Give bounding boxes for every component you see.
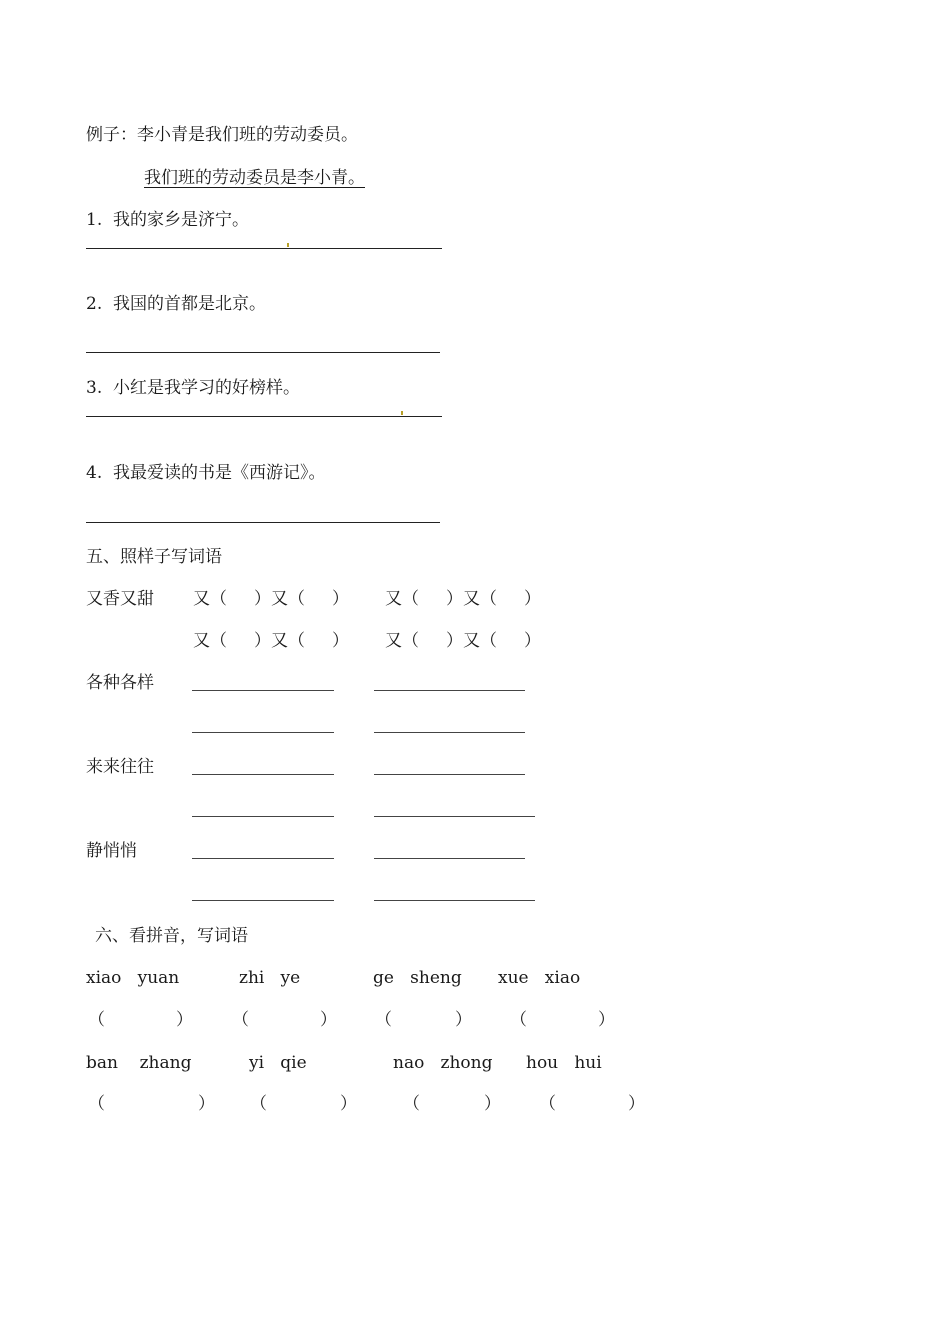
- answer-line-2[interactable]: [86, 352, 440, 353]
- word-blank[interactable]: [374, 690, 525, 691]
- you-blank-3[interactable]: 又（ ）又（ ）: [193, 631, 350, 651]
- you-blank-2[interactable]: 又（ ）又（ ）: [385, 589, 542, 609]
- paren-open: （: [403, 1094, 420, 1114]
- paren-open: （: [88, 1010, 105, 1030]
- paren-close: ）: [340, 1094, 357, 1114]
- sentence-4: [86, 462, 326, 484]
- you-blank-1[interactable]: 又（ ）又（ ）: [193, 589, 350, 609]
- paren-open: （: [250, 1094, 267, 1114]
- answer-line-3[interactable]: [86, 416, 442, 417]
- pinyin: xiao yuan: [86, 968, 180, 988]
- sentence-number: 2.: [86, 294, 103, 314]
- section-6-title: 六、看拼音，写词语: [95, 926, 248, 946]
- word-blank[interactable]: [192, 774, 334, 775]
- answer-line-4[interactable]: [86, 522, 440, 523]
- paren-close: ）: [455, 1010, 472, 1030]
- pinyin: ban zhang: [86, 1053, 192, 1073]
- word-blank[interactable]: [374, 900, 535, 901]
- mark: [287, 243, 289, 247]
- sentence-text: 我的家乡是济宁。: [113, 210, 250, 230]
- pinyin: ge sheng: [373, 968, 462, 988]
- paren-close: ）: [484, 1094, 501, 1114]
- word-blank[interactable]: [192, 858, 334, 859]
- sentence-text: 我国的首都是北京。: [113, 294, 267, 314]
- paren-close: ）: [628, 1094, 645, 1114]
- pinyin: zhi ye: [239, 968, 301, 988]
- word-blank[interactable]: [192, 732, 334, 733]
- pinyin: xue xiao: [498, 968, 581, 988]
- word-blank[interactable]: [192, 816, 334, 817]
- pinyin: nao zhong: [393, 1053, 493, 1073]
- paren-close: ）: [598, 1010, 615, 1030]
- word-blank[interactable]: [192, 690, 334, 691]
- sentence-number: 1.: [86, 210, 103, 230]
- example-label: 例子：李小青是我们班的劳动委员。: [86, 125, 358, 145]
- word-blank[interactable]: [374, 732, 525, 733]
- paren-open: （: [88, 1094, 105, 1114]
- sentence-1: [86, 209, 249, 231]
- word-label-laiwang: 来来往往: [86, 757, 154, 777]
- word-you-label: 又香又甜: [86, 589, 154, 609]
- paren-open: （: [375, 1010, 392, 1030]
- sentence-3: [86, 377, 300, 399]
- word-blank[interactable]: [374, 774, 525, 775]
- sentence-2: [86, 293, 266, 315]
- sentence-text: 我最爱读的书是《西游记》。: [113, 463, 326, 483]
- paren-open: （: [510, 1010, 527, 1030]
- word-label-gezhong: 各种各样: [86, 673, 154, 693]
- paren-close: ）: [198, 1094, 215, 1114]
- word-blank[interactable]: [374, 858, 525, 859]
- sentence-number: 4.: [86, 463, 103, 483]
- sentence-number: 3.: [86, 378, 103, 398]
- mark: [401, 411, 403, 415]
- answer-line-1[interactable]: [86, 248, 442, 249]
- sentence-text: 小红是我学习的好榜样。: [113, 378, 301, 398]
- section-5-title: 五、照样子写词语: [86, 547, 222, 567]
- paren-open: （: [232, 1010, 249, 1030]
- word-blank[interactable]: [192, 900, 334, 901]
- you-blank-4[interactable]: 又（ ）又（ ）: [385, 631, 542, 651]
- example-answer: 我们班的劳动委员是李小青。: [144, 168, 365, 188]
- word-label-jingqiao: 静悄悄: [86, 841, 137, 861]
- word-blank[interactable]: [374, 816, 535, 817]
- pinyin: yi qie: [249, 1053, 307, 1073]
- paren-close: ）: [176, 1010, 193, 1030]
- pinyin: hou hui: [526, 1053, 602, 1073]
- paren-close: ）: [320, 1010, 337, 1030]
- paren-open: （: [539, 1094, 556, 1114]
